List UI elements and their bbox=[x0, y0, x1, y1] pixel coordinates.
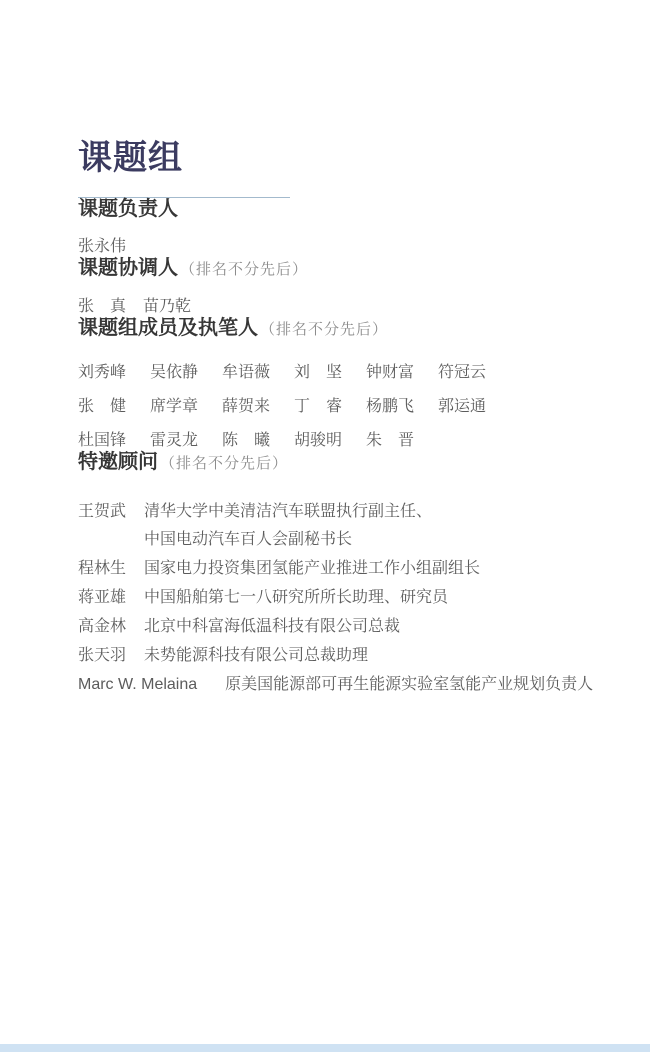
advisor-row bbox=[78, 675, 594, 695]
advisor-description bbox=[144, 617, 400, 637]
member-name: 符冠云 bbox=[438, 364, 487, 381]
section-coordinator bbox=[78, 257, 594, 317]
leader-heading bbox=[78, 198, 594, 220]
members-heading-text: 课题组成员及执笔人 bbox=[78, 317, 258, 339]
coordinator-names bbox=[78, 297, 594, 317]
advisor-name: 蒋亚雄 bbox=[78, 589, 127, 606]
advisor-row bbox=[78, 559, 594, 579]
advisors-heading-text: 特邀顾问 bbox=[78, 451, 158, 473]
advisor-description-line: 国家电力投资集团氢能产业推进工作小组副组长 bbox=[144, 560, 481, 577]
member-name: 丁 睿 bbox=[294, 398, 343, 415]
member-name: 牟语薇 bbox=[222, 364, 271, 381]
page-bottom-bar bbox=[0, 1044, 650, 1052]
advisor-name: 高金林 bbox=[78, 618, 127, 635]
advisor-row bbox=[78, 502, 594, 550]
member-name: 席学章 bbox=[150, 398, 199, 415]
leader-heading-text: 课题负责人 bbox=[78, 198, 178, 220]
member-name: 朱 晋 bbox=[366, 432, 415, 449]
member-name: 陈 曦 bbox=[222, 432, 271, 449]
advisor-description-line: 北京中科富海低温科技有限公司总裁 bbox=[144, 618, 401, 635]
advisor-description bbox=[144, 588, 448, 608]
member-name: 刘 坚 bbox=[294, 364, 343, 381]
advisor-description-line: 清华大学中美清洁汽车联盟执行副主任、 bbox=[144, 503, 433, 520]
member-name: 张 健 bbox=[78, 398, 127, 415]
advisor-description-line: 原美国能源部可再生能源实验室氢能产业规划负责人 bbox=[225, 676, 594, 693]
members-heading-note: （排名不分先后） bbox=[260, 321, 389, 338]
advisor-row bbox=[78, 617, 594, 637]
section-leader bbox=[78, 198, 594, 257]
member-name: 郭运通 bbox=[438, 398, 487, 415]
member-name: 胡骏明 bbox=[294, 432, 343, 449]
advisor-description bbox=[144, 646, 368, 666]
member-name: 雷灵龙 bbox=[150, 432, 199, 449]
members-heading bbox=[78, 317, 594, 341]
member-name: 杨鹏飞 bbox=[366, 398, 415, 415]
advisor-name: Marc W. Melaina bbox=[78, 676, 198, 693]
advisor-row bbox=[78, 588, 594, 608]
advisor-description-line: 中国船舶第七一八研究所所长助理、研究员 bbox=[144, 589, 449, 606]
page-title: 课题组 bbox=[78, 139, 183, 177]
member-name: 吴依静 bbox=[150, 364, 199, 381]
advisor-row bbox=[78, 646, 594, 666]
advisor-description-line: 未势能源科技有限公司总裁助理 bbox=[144, 647, 369, 664]
coordinator-name: 苗乃乾 bbox=[143, 298, 192, 315]
advisors-heading bbox=[78, 451, 594, 475]
advisor-description bbox=[144, 559, 480, 579]
leader-name: 张永伟 bbox=[78, 238, 127, 255]
members-grid bbox=[78, 363, 594, 451]
advisor-description-line: 中国电动汽车百人会副秘书长 bbox=[144, 531, 353, 548]
member-name: 薛贺来 bbox=[222, 398, 271, 415]
advisor-description bbox=[144, 502, 432, 550]
section-members bbox=[78, 317, 594, 451]
member-name: 刘秀峰 bbox=[78, 364, 127, 381]
coordinator-heading-note: （排名不分先后） bbox=[180, 261, 309, 278]
advisors-list bbox=[78, 502, 594, 695]
member-name: 钟财富 bbox=[366, 364, 415, 381]
coordinator-heading bbox=[78, 257, 594, 281]
coordinator-heading-text: 课题协调人 bbox=[78, 257, 178, 279]
advisor-name: 张天羽 bbox=[78, 647, 127, 664]
advisor-description bbox=[225, 675, 593, 695]
member-name: 杜国锋 bbox=[78, 432, 127, 449]
coordinator-name: 张 真 bbox=[78, 298, 127, 315]
advisors-heading-note: （排名不分先后） bbox=[160, 455, 289, 472]
advisor-name: 程林生 bbox=[78, 560, 127, 577]
advisor-name: 王贺武 bbox=[78, 503, 127, 520]
section-advisors bbox=[78, 451, 594, 695]
